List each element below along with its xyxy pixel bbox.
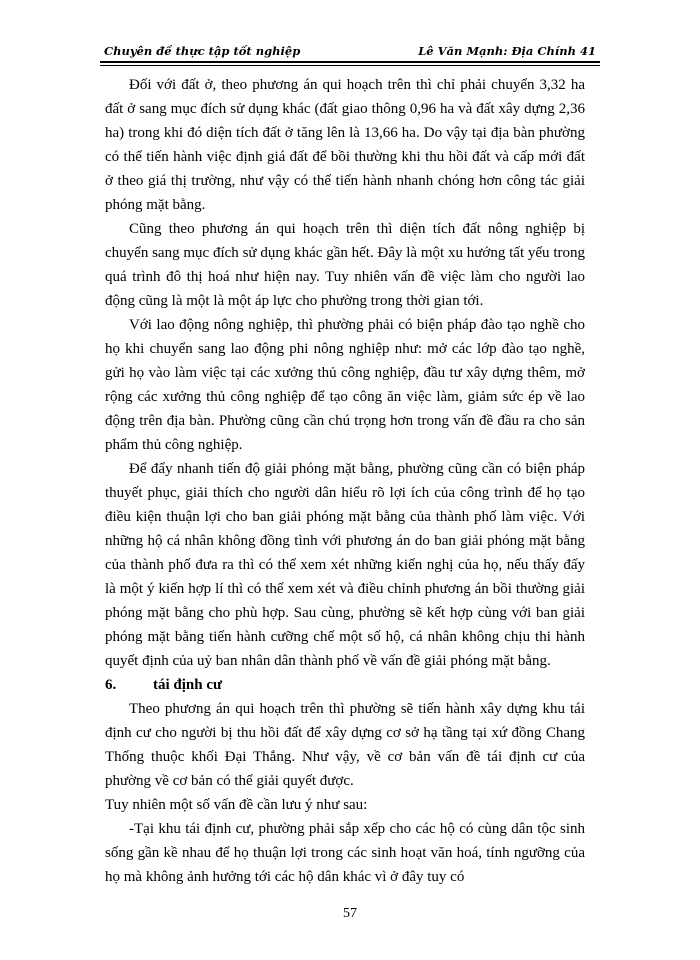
paragraph: Cũng theo phương án qui hoạch trên thì diện tích đất nông nghiệp bị chuyển sang mục đích sử dụng khác gần hết. Đây là một xu hướng tất yếu trong quá trình đô thị hoá như hiện nay. Tuy nhiên vấn đề việc làm cho người lao động cũng là một là một áp lực cho phường trong thời gian tới.: [105, 221, 585, 309]
header-rule: [100, 61, 600, 66]
bullet-paragraph: -Tại khu tái định cư, phường phải sắp xếp cho các hộ có cùng dân tộc sinh sống gần kề nhau để họ thuận lợi trong các sinh hoạt văn hoá, tính ngưỡng của họ mà không ảnh hưởng tới các hộ dân khác vì ở đây tuy có: [105, 821, 585, 885]
note-line: Tuy nhiên một số vấn đề cần lưu ý như sau:: [105, 797, 368, 813]
section-title: tái định cư: [153, 677, 223, 693]
document-body: [105, 73, 585, 889]
paragraph: Đối với đất ở, theo phương án qui hoạch trên thì chỉ phải chuyển 3,32 ha đất ở sang mục đích sử dụng khác (đất giao thông 0,96 ha và đất xây dựng 2,36 ha) trong khi đó diện tích đất ở tăng lên là 13,66 ha. Do vậy tại địa bàn phường có thể tiến hành việc định giá đất để bồi thường khi thu hồi đất và cấp mới đất ở theo giá thị trường, như vậy có thể tiến hành nhanh chóng hơn công tác giải phóng mặt bằng.: [105, 77, 585, 213]
section-heading: [105, 673, 585, 697]
header-right: Lê Văn Mạnh: Địa Chính 41: [418, 44, 596, 58]
page-number: 57: [343, 906, 357, 921]
section-number: 6.: [105, 677, 117, 693]
paragraph: Để đẩy nhanh tiến độ giải phóng mặt bằng, phường cũng cần có biện pháp thuyết phục, giải thích cho người dân hiểu rõ lợi ích của công trình để họ tạo điều kiện thuận lợi cho ban giải phóng mặt bằng của thành phố làm việc. Với những hộ cá nhân không đồng tình với phương án do ban giải phóng mặt bằng của thành phố đưa ra thì có thể xem xét những kiến nghị của họ, nếu thấy đấy là một ý kiến hợp lí thì có thể xem xét và điều chỉnh phương án bồi thường giải phóng mặt bằng cho phù hợp. Sau cùng, phường sẽ kết hợp cùng với ban giải phóng mặt bằng tiến hành cưỡng chế một số hộ, cá nhân không chịu thi hành quyết định của uỷ ban nhân dân thành phố về vấn đề giải phóng mặt bằng.: [105, 461, 585, 669]
paragraph: Theo phương án qui hoạch trên thì phường sẽ tiến hành xây dựng khu tái định cư cho người bị thu hồi đất để xây dựng cơ sở hạ tầng tại xứ đồng Chang Thống thuộc khối Đại Thắng. Như vậy, về cơ bản vấn đề tái định cư của phường về cơ bản có thể giải quyết được.: [105, 701, 585, 789]
running-header: [104, 38, 596, 58]
header-left: Chuyên đề thực tập tốt nghiệp: [104, 44, 301, 58]
paragraph: Với lao động nông nghiệp, thì phường phải có biện pháp đào tạo nghề cho họ khi chuyển sang lao động phi nông nghiệp như: mở các lớp đào tạo nghề, gửi họ vào làm việc tại các xưởng thủ công nghiệp, đầu tư xây dựng thêm, mở rộng các xưởng thủ công nghiệp để tạo công ăn việc làm, giảm sức ép về lao động trên địa bàn. Phường cũng cần chú trọng hơn trong vấn đề đầu ra cho sản phẩm thủ công nghiệp.: [105, 317, 585, 453]
